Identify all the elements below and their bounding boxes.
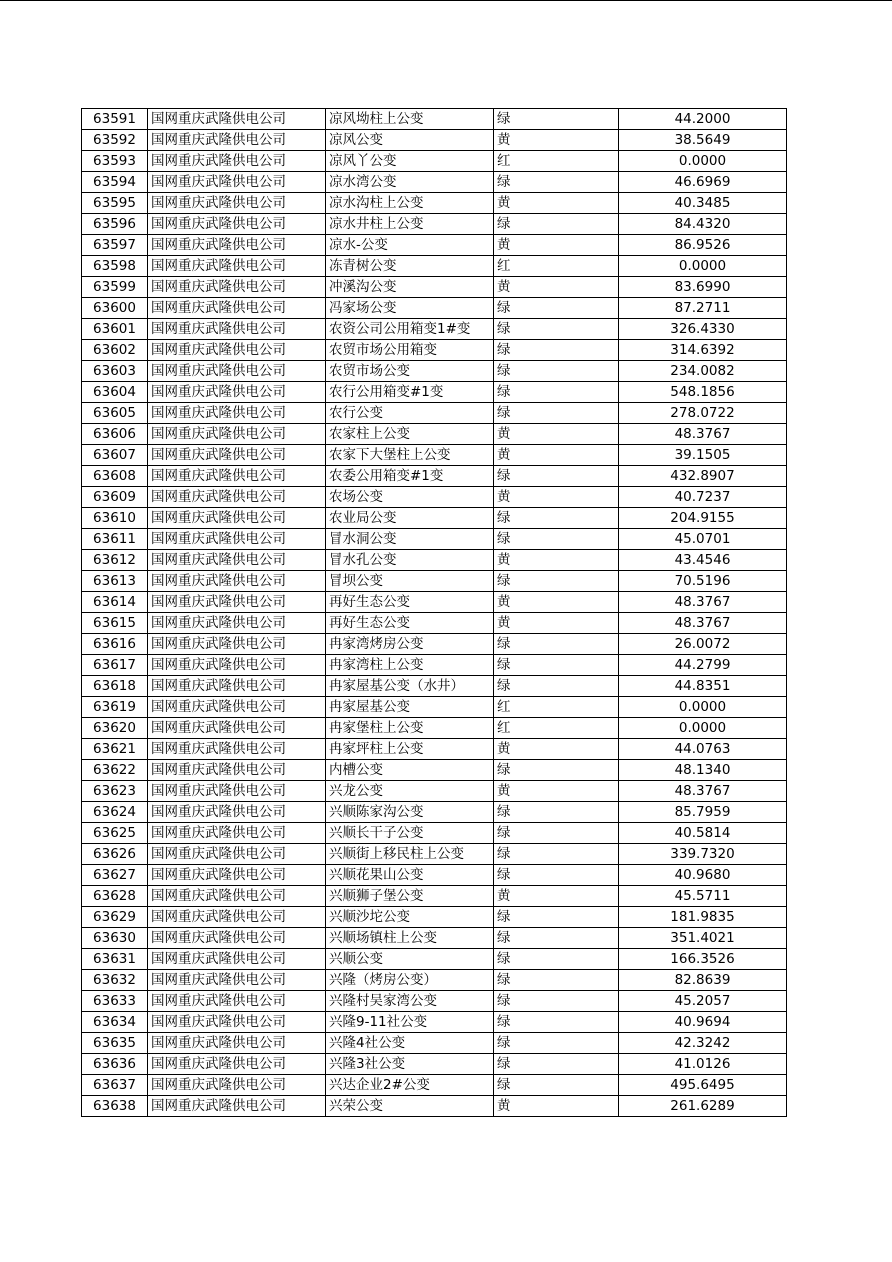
row-name-cell: 冒水孔公变 [326, 550, 494, 571]
table-row [82, 487, 787, 508]
row-value-cell: 204.9155 [619, 508, 787, 529]
row-name-cell: 兴龙公变 [326, 781, 494, 802]
row-status-cell: 红 [494, 697, 619, 718]
row-id-cell: 63602 [82, 340, 148, 361]
row-org-cell: 国网重庆武隆供电公司 [148, 760, 326, 781]
row-value-cell: 314.6392 [619, 340, 787, 361]
table-row [82, 298, 787, 319]
table-row [82, 697, 787, 718]
row-name-cell: 冒坝公变 [326, 571, 494, 592]
row-id-cell: 63592 [82, 130, 148, 151]
row-value-cell: 84.4320 [619, 214, 787, 235]
row-id-cell: 63621 [82, 739, 148, 760]
row-value-cell: 40.5814 [619, 823, 787, 844]
row-value-cell: 41.0126 [619, 1054, 787, 1075]
row-id-cell: 63620 [82, 718, 148, 739]
row-status-cell: 黄 [494, 1096, 619, 1117]
row-org-cell: 国网重庆武隆供电公司 [148, 445, 326, 466]
row-org-cell: 国网重庆武隆供电公司 [148, 655, 326, 676]
row-value-cell: 548.1856 [619, 382, 787, 403]
row-org-cell: 国网重庆武隆供电公司 [148, 592, 326, 613]
row-org-cell: 国网重庆武隆供电公司 [148, 529, 326, 550]
row-value-cell: 40.3485 [619, 193, 787, 214]
table-row [82, 1096, 787, 1117]
row-org-cell: 国网重庆武隆供电公司 [148, 1096, 326, 1117]
row-id-cell: 63607 [82, 445, 148, 466]
table-row [82, 445, 787, 466]
row-status-cell: 黄 [494, 550, 619, 571]
row-name-cell: 兴顺场镇柱上公变 [326, 928, 494, 949]
row-value-cell: 181.9835 [619, 907, 787, 928]
row-org-cell: 国网重庆武隆供电公司 [148, 1033, 326, 1054]
row-value-cell: 0.0000 [619, 151, 787, 172]
row-status-cell: 绿 [494, 928, 619, 949]
row-name-cell: 兴隆4社公变 [326, 1033, 494, 1054]
row-org-cell: 国网重庆武隆供电公司 [148, 235, 326, 256]
table-row [82, 928, 787, 949]
row-status-cell: 绿 [494, 382, 619, 403]
row-name-cell: 兴顺狮子堡公变 [326, 886, 494, 907]
row-name-cell: 冉家屋基公变（水井） [326, 676, 494, 697]
row-status-cell: 绿 [494, 1012, 619, 1033]
row-value-cell: 82.8639 [619, 970, 787, 991]
row-org-cell: 国网重庆武隆供电公司 [148, 1012, 326, 1033]
table-row [82, 865, 787, 886]
row-status-cell: 绿 [494, 109, 619, 130]
table-row [82, 214, 787, 235]
row-status-cell: 黄 [494, 592, 619, 613]
table-row [82, 949, 787, 970]
table-body [82, 109, 787, 1117]
row-org-cell: 国网重庆武隆供电公司 [148, 1075, 326, 1096]
row-id-cell: 63619 [82, 697, 148, 718]
row-status-cell: 绿 [494, 1054, 619, 1075]
row-org-cell: 国网重庆武隆供电公司 [148, 781, 326, 802]
row-id-cell: 63591 [82, 109, 148, 130]
row-status-cell: 绿 [494, 1075, 619, 1096]
table-row [82, 823, 787, 844]
row-value-cell: 85.7959 [619, 802, 787, 823]
row-value-cell: 0.0000 [619, 718, 787, 739]
table-row [82, 424, 787, 445]
table-row [82, 634, 787, 655]
table-row [82, 172, 787, 193]
table-row [82, 403, 787, 424]
row-name-cell: 农业局公变 [326, 508, 494, 529]
row-value-cell: 42.3242 [619, 1033, 787, 1054]
row-value-cell: 326.4330 [619, 319, 787, 340]
row-status-cell: 黄 [494, 193, 619, 214]
row-value-cell: 26.0072 [619, 634, 787, 655]
table-row [82, 361, 787, 382]
row-id-cell: 63605 [82, 403, 148, 424]
row-status-cell: 绿 [494, 865, 619, 886]
row-id-cell: 63610 [82, 508, 148, 529]
row-name-cell: 凉水沟柱上公变 [326, 193, 494, 214]
row-org-cell: 国网重庆武隆供电公司 [148, 487, 326, 508]
row-name-cell: 兴顺公变 [326, 949, 494, 970]
row-id-cell: 63611 [82, 529, 148, 550]
table-row [82, 466, 787, 487]
row-org-cell: 国网重庆武隆供电公司 [148, 508, 326, 529]
row-org-cell: 国网重庆武隆供电公司 [148, 949, 326, 970]
table-row [82, 1075, 787, 1096]
row-status-cell: 绿 [494, 655, 619, 676]
row-id-cell: 63631 [82, 949, 148, 970]
row-status-cell: 黄 [494, 277, 619, 298]
row-id-cell: 63623 [82, 781, 148, 802]
row-id-cell: 63614 [82, 592, 148, 613]
row-name-cell: 凉风坳柱上公变 [326, 109, 494, 130]
table-row [82, 970, 787, 991]
row-name-cell: 再好生态公变 [326, 592, 494, 613]
table-row [82, 1033, 787, 1054]
table-row [82, 193, 787, 214]
row-name-cell: 兴顺沙坨公变 [326, 907, 494, 928]
row-name-cell: 兴达企业2#公变 [326, 1075, 494, 1096]
table-row [82, 571, 787, 592]
table-row [82, 130, 787, 151]
row-org-cell: 国网重庆武隆供电公司 [148, 256, 326, 277]
row-name-cell: 兴顺陈家沟公变 [326, 802, 494, 823]
row-id-cell: 63604 [82, 382, 148, 403]
table-row [82, 1054, 787, 1075]
row-value-cell: 87.2711 [619, 298, 787, 319]
row-id-cell: 63625 [82, 823, 148, 844]
row-name-cell: 冉家屋基公变 [326, 697, 494, 718]
row-org-cell: 国网重庆武隆供电公司 [148, 907, 326, 928]
table-row [82, 382, 787, 403]
row-value-cell: 48.3767 [619, 781, 787, 802]
table-row [82, 991, 787, 1012]
row-name-cell: 农委公用箱变#1变 [326, 466, 494, 487]
row-status-cell: 黄 [494, 613, 619, 634]
table-row [82, 340, 787, 361]
row-org-cell: 国网重庆武隆供电公司 [148, 991, 326, 1012]
row-value-cell: 43.4546 [619, 550, 787, 571]
row-status-cell: 黄 [494, 445, 619, 466]
row-status-cell: 绿 [494, 319, 619, 340]
row-value-cell: 38.5649 [619, 130, 787, 151]
row-value-cell: 234.0082 [619, 361, 787, 382]
row-org-cell: 国网重庆武隆供电公司 [148, 928, 326, 949]
row-id-cell: 63593 [82, 151, 148, 172]
row-id-cell: 63596 [82, 214, 148, 235]
row-value-cell: 44.2799 [619, 655, 787, 676]
row-name-cell: 农行公用箱变#1变 [326, 382, 494, 403]
table-row [82, 508, 787, 529]
row-org-cell: 国网重庆武隆供电公司 [148, 823, 326, 844]
row-org-cell: 国网重庆武隆供电公司 [148, 718, 326, 739]
row-value-cell: 83.6990 [619, 277, 787, 298]
row-status-cell: 红 [494, 718, 619, 739]
table-row [82, 802, 787, 823]
table-row [82, 844, 787, 865]
row-status-cell: 黄 [494, 424, 619, 445]
row-org-cell: 国网重庆武隆供电公司 [148, 172, 326, 193]
row-name-cell: 冉家坪柱上公变 [326, 739, 494, 760]
table-row [82, 718, 787, 739]
table-row [82, 319, 787, 340]
row-value-cell: 40.7237 [619, 487, 787, 508]
row-name-cell: 凉水-公变 [326, 235, 494, 256]
table-row [82, 760, 787, 781]
row-id-cell: 63606 [82, 424, 148, 445]
row-status-cell: 绿 [494, 466, 619, 487]
data-table [81, 108, 787, 1117]
row-id-cell: 63613 [82, 571, 148, 592]
row-value-cell: 48.1340 [619, 760, 787, 781]
row-org-cell: 国网重庆武隆供电公司 [148, 277, 326, 298]
row-value-cell: 44.2000 [619, 109, 787, 130]
row-status-cell: 绿 [494, 529, 619, 550]
row-org-cell: 国网重庆武隆供电公司 [148, 151, 326, 172]
row-value-cell: 0.0000 [619, 256, 787, 277]
row-id-cell: 63599 [82, 277, 148, 298]
row-status-cell: 绿 [494, 991, 619, 1012]
row-id-cell: 63609 [82, 487, 148, 508]
row-value-cell: 0.0000 [619, 697, 787, 718]
row-name-cell: 兴隆村吴家湾公变 [326, 991, 494, 1012]
row-id-cell: 63603 [82, 361, 148, 382]
table-row [82, 781, 787, 802]
row-name-cell: 兴顺长干子公变 [326, 823, 494, 844]
row-status-cell: 绿 [494, 970, 619, 991]
row-name-cell: 冻青树公变 [326, 256, 494, 277]
row-value-cell: 48.3767 [619, 613, 787, 634]
row-id-cell: 63618 [82, 676, 148, 697]
table-row [82, 109, 787, 130]
row-value-cell: 44.0763 [619, 739, 787, 760]
table-row [82, 676, 787, 697]
row-status-cell: 黄 [494, 487, 619, 508]
row-value-cell: 495.6495 [619, 1075, 787, 1096]
table-row [82, 886, 787, 907]
row-value-cell: 86.9526 [619, 235, 787, 256]
row-org-cell: 国网重庆武隆供电公司 [148, 676, 326, 697]
row-value-cell: 44.8351 [619, 676, 787, 697]
row-id-cell: 63632 [82, 970, 148, 991]
row-org-cell: 国网重庆武隆供电公司 [148, 214, 326, 235]
row-name-cell: 凉风公变 [326, 130, 494, 151]
row-org-cell: 国网重庆武隆供电公司 [148, 865, 326, 886]
row-status-cell: 黄 [494, 130, 619, 151]
row-name-cell: 兴隆9-11社公变 [326, 1012, 494, 1033]
row-value-cell: 46.6969 [619, 172, 787, 193]
row-status-cell: 绿 [494, 214, 619, 235]
table-row [82, 256, 787, 277]
row-org-cell: 国网重庆武隆供电公司 [148, 697, 326, 718]
row-org-cell: 国网重庆武隆供电公司 [148, 130, 326, 151]
row-org-cell: 国网重庆武隆供电公司 [148, 634, 326, 655]
row-org-cell: 国网重庆武隆供电公司 [148, 193, 326, 214]
row-name-cell: 农资公司公用箱变1#变 [326, 319, 494, 340]
row-org-cell: 国网重庆武隆供电公司 [148, 1054, 326, 1075]
row-value-cell: 45.5711 [619, 886, 787, 907]
row-name-cell: 兴荣公变 [326, 1096, 494, 1117]
row-value-cell: 48.3767 [619, 424, 787, 445]
row-status-cell: 绿 [494, 571, 619, 592]
row-name-cell: 兴隆3社公变 [326, 1054, 494, 1075]
row-org-cell: 国网重庆武隆供电公司 [148, 802, 326, 823]
row-status-cell: 黄 [494, 739, 619, 760]
row-id-cell: 63638 [82, 1096, 148, 1117]
row-status-cell: 绿 [494, 844, 619, 865]
row-name-cell: 凉水井柱上公变 [326, 214, 494, 235]
row-id-cell: 63601 [82, 319, 148, 340]
row-status-cell: 绿 [494, 1033, 619, 1054]
table-row [82, 277, 787, 298]
row-id-cell: 63608 [82, 466, 148, 487]
row-status-cell: 绿 [494, 508, 619, 529]
row-org-cell: 国网重庆武隆供电公司 [148, 571, 326, 592]
row-org-cell: 国网重庆武隆供电公司 [148, 970, 326, 991]
row-id-cell: 63594 [82, 172, 148, 193]
row-status-cell: 绿 [494, 676, 619, 697]
row-name-cell: 冯家场公变 [326, 298, 494, 319]
row-org-cell: 国网重庆武隆供电公司 [148, 109, 326, 130]
row-name-cell: 再好生态公变 [326, 613, 494, 634]
table-row [82, 1012, 787, 1033]
table-row [82, 151, 787, 172]
row-id-cell: 63637 [82, 1075, 148, 1096]
row-name-cell: 农行公变 [326, 403, 494, 424]
table-row [82, 550, 787, 571]
row-name-cell: 内槽公变 [326, 760, 494, 781]
row-status-cell: 绿 [494, 172, 619, 193]
row-status-cell: 黄 [494, 886, 619, 907]
row-id-cell: 63612 [82, 550, 148, 571]
row-name-cell: 冉家堡柱上公变 [326, 718, 494, 739]
table-row [82, 739, 787, 760]
row-name-cell: 冲溪沟公变 [326, 277, 494, 298]
row-org-cell: 国网重庆武隆供电公司 [148, 466, 326, 487]
row-id-cell: 63636 [82, 1054, 148, 1075]
row-name-cell: 农贸市场公用箱变 [326, 340, 494, 361]
row-status-cell: 红 [494, 151, 619, 172]
row-status-cell: 绿 [494, 634, 619, 655]
row-status-cell: 绿 [494, 298, 619, 319]
row-org-cell: 国网重庆武隆供电公司 [148, 844, 326, 865]
row-status-cell: 绿 [494, 907, 619, 928]
row-id-cell: 63615 [82, 613, 148, 634]
row-value-cell: 339.7320 [619, 844, 787, 865]
row-value-cell: 351.4021 [619, 928, 787, 949]
row-value-cell: 45.2057 [619, 991, 787, 1012]
row-status-cell: 绿 [494, 802, 619, 823]
row-name-cell: 冒水洞公变 [326, 529, 494, 550]
row-id-cell: 63634 [82, 1012, 148, 1033]
table-row [82, 592, 787, 613]
row-name-cell: 兴顺花果山公变 [326, 865, 494, 886]
row-id-cell: 63598 [82, 256, 148, 277]
row-id-cell: 63633 [82, 991, 148, 1012]
row-name-cell: 兴隆（烤房公变） [326, 970, 494, 991]
row-status-cell: 绿 [494, 823, 619, 844]
row-value-cell: 39.1505 [619, 445, 787, 466]
row-org-cell: 国网重庆武隆供电公司 [148, 403, 326, 424]
row-id-cell: 63629 [82, 907, 148, 928]
row-id-cell: 63630 [82, 928, 148, 949]
table-row [82, 529, 787, 550]
row-name-cell: 农场公变 [326, 487, 494, 508]
table-row [82, 907, 787, 928]
row-value-cell: 432.8907 [619, 466, 787, 487]
row-value-cell: 45.0701 [619, 529, 787, 550]
row-status-cell: 绿 [494, 340, 619, 361]
row-id-cell: 63600 [82, 298, 148, 319]
row-org-cell: 国网重庆武隆供电公司 [148, 298, 326, 319]
row-name-cell: 兴顺街上移民柱上公变 [326, 844, 494, 865]
row-status-cell: 绿 [494, 361, 619, 382]
row-value-cell: 40.9680 [619, 865, 787, 886]
row-id-cell: 63627 [82, 865, 148, 886]
row-name-cell: 农家柱上公变 [326, 424, 494, 445]
row-name-cell: 冉家湾柱上公变 [326, 655, 494, 676]
row-id-cell: 63626 [82, 844, 148, 865]
row-value-cell: 48.3767 [619, 592, 787, 613]
row-id-cell: 63622 [82, 760, 148, 781]
row-value-cell: 40.9694 [619, 1012, 787, 1033]
row-name-cell: 冉家湾烤房公变 [326, 634, 494, 655]
row-id-cell: 63616 [82, 634, 148, 655]
row-org-cell: 国网重庆武隆供电公司 [148, 613, 326, 634]
row-org-cell: 国网重庆武隆供电公司 [148, 424, 326, 445]
row-id-cell: 63597 [82, 235, 148, 256]
row-name-cell: 凉风丫公变 [326, 151, 494, 172]
row-name-cell: 农家下大堡柱上公变 [326, 445, 494, 466]
row-id-cell: 63595 [82, 193, 148, 214]
row-status-cell: 红 [494, 256, 619, 277]
row-org-cell: 国网重庆武隆供电公司 [148, 361, 326, 382]
row-org-cell: 国网重庆武隆供电公司 [148, 382, 326, 403]
row-org-cell: 国网重庆武隆供电公司 [148, 340, 326, 361]
row-org-cell: 国网重庆武隆供电公司 [148, 739, 326, 760]
row-org-cell: 国网重庆武隆供电公司 [148, 550, 326, 571]
row-value-cell: 261.6289 [619, 1096, 787, 1117]
row-org-cell: 国网重庆武隆供电公司 [148, 319, 326, 340]
row-value-cell: 166.3526 [619, 949, 787, 970]
row-org-cell: 国网重庆武隆供电公司 [148, 886, 326, 907]
row-status-cell: 绿 [494, 760, 619, 781]
row-status-cell: 黄 [494, 235, 619, 256]
page-top-rule [0, 0, 892, 1]
row-status-cell: 绿 [494, 949, 619, 970]
row-value-cell: 70.5196 [619, 571, 787, 592]
row-id-cell: 63617 [82, 655, 148, 676]
row-name-cell: 农贸市场公变 [326, 361, 494, 382]
row-id-cell: 63624 [82, 802, 148, 823]
row-name-cell: 凉水湾公变 [326, 172, 494, 193]
row-value-cell: 278.0722 [619, 403, 787, 424]
table-row [82, 235, 787, 256]
row-id-cell: 63628 [82, 886, 148, 907]
table-row [82, 613, 787, 634]
row-status-cell: 黄 [494, 781, 619, 802]
row-id-cell: 63635 [82, 1033, 148, 1054]
row-status-cell: 绿 [494, 403, 619, 424]
table-row [82, 655, 787, 676]
